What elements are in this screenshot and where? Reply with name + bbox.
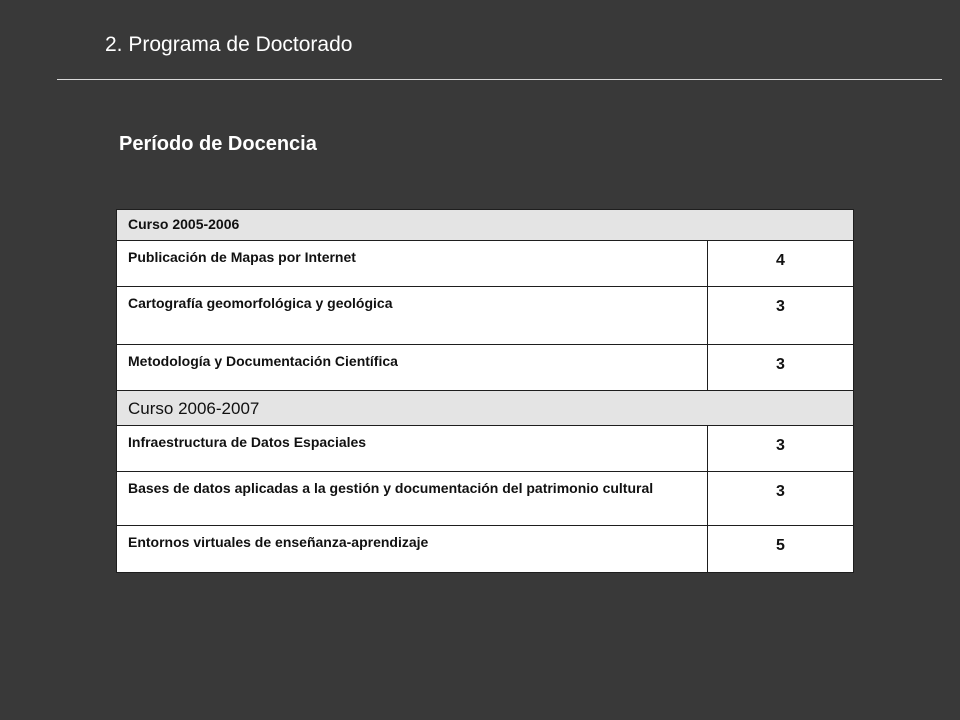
slide-title: 2. Programa de Doctorado <box>105 33 353 56</box>
course-name: Publicación de Mapas por Internet <box>117 241 708 287</box>
table-row <box>117 345 854 391</box>
year-label: Curso 2006-2007 <box>117 391 854 426</box>
title-divider <box>57 79 942 80</box>
course-name: Cartografía geomorfológica y geológica <box>117 287 708 345</box>
course-credits: 5 <box>708 526 854 573</box>
table-row <box>117 241 854 287</box>
section-heading: Período de Docencia <box>119 133 317 155</box>
course-credits: 3 <box>708 426 854 472</box>
course-credits: 3 <box>708 345 854 391</box>
course-credits: 3 <box>708 287 854 345</box>
table-row <box>117 426 854 472</box>
table-row <box>117 472 854 526</box>
course-name: Entornos virtuales de enseñanza-aprendizaje <box>117 526 708 573</box>
course-name: Metodología y Documentación Científica <box>117 345 708 391</box>
year-header-row <box>117 391 854 426</box>
course-name: Bases de datos aplicadas a la gestión y documentación del patrimonio cultural <box>117 472 708 526</box>
year-label: Curso 2005-2006 <box>117 210 854 241</box>
table-row <box>117 526 854 573</box>
course-credits: 3 <box>708 472 854 526</box>
year-header-row <box>117 210 854 241</box>
course-credits: 4 <box>708 241 854 287</box>
course-name: Infraestructura de Datos Espaciales <box>117 426 708 472</box>
table-row <box>117 287 854 345</box>
course-table <box>116 209 854 573</box>
